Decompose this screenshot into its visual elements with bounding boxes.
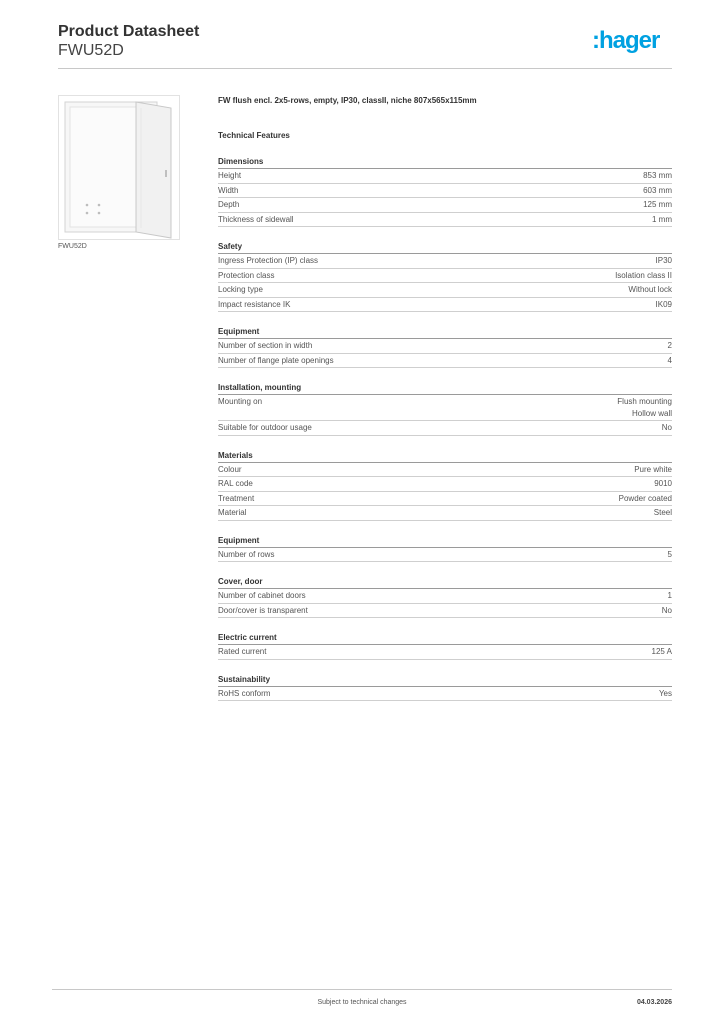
feature-row (218, 269, 672, 284)
section-title: Cover, door (218, 576, 672, 589)
feature-label: Suitable for outdoor usage (218, 423, 312, 432)
feature-row (218, 254, 672, 269)
feature-value (643, 185, 672, 197)
feature-label: RAL code (218, 479, 253, 488)
feature-value-line: 853 mm (643, 171, 672, 180)
section-title: Equipment (218, 326, 672, 339)
feature-row (218, 604, 672, 619)
feature-value-line: 4 (667, 355, 672, 365)
feature-section (218, 241, 672, 312)
feature-row (218, 687, 672, 702)
feature-row (218, 477, 672, 492)
technical-features-title: Technical Features (218, 131, 290, 140)
feature-value (617, 396, 672, 419)
feature-label: Locking type (218, 285, 263, 294)
feature-value-line: IK09 (655, 299, 672, 309)
feature-row (218, 421, 672, 436)
feature-row (218, 463, 672, 478)
section-title: Dimensions (218, 156, 672, 169)
feature-row (218, 339, 672, 354)
feature-section (218, 535, 672, 563)
feature-value-line: Without lock (628, 285, 672, 294)
feature-section (218, 326, 672, 368)
feature-value (615, 270, 672, 282)
feature-label: Number of rows (218, 549, 275, 559)
feature-value (668, 355, 672, 367)
feature-row (218, 354, 672, 369)
feature-value-line: Powder coated (618, 493, 672, 503)
footer-date: 04.03.2026 (636, 999, 672, 1006)
feature-value (662, 422, 672, 434)
feature-label: Height (218, 171, 242, 180)
document-title: Product Datasheet (58, 23, 200, 40)
feature-label: Width (218, 185, 239, 195)
feature-value-line: 5 (667, 549, 672, 559)
feature-section (218, 382, 672, 436)
feature-label: Number of section in width (218, 341, 313, 350)
feature-label: Impact resistance IK (218, 299, 291, 309)
feature-row (218, 645, 672, 660)
header-divider (58, 68, 672, 69)
feature-row (218, 548, 672, 563)
feature-value (634, 464, 672, 476)
feature-value-line: Yes (658, 688, 672, 698)
feature-row (218, 198, 672, 213)
feature-value (656, 255, 672, 267)
feature-section (218, 576, 672, 618)
feature-sections (218, 156, 672, 701)
feature-value (654, 478, 672, 490)
feature-label: Number of cabinet doors (218, 591, 306, 600)
feature-row (218, 184, 672, 199)
feature-label: Treatment (218, 493, 255, 503)
feature-row (218, 395, 672, 421)
hager-logo (592, 28, 674, 56)
feature-value-line: 2 (667, 341, 672, 350)
feature-value (668, 549, 672, 561)
section-title: Materials (218, 450, 672, 463)
feature-value-line: 1 (667, 591, 672, 600)
feature-row (218, 283, 672, 298)
feature-value-line: Isolation class II (615, 270, 672, 280)
feature-value (668, 340, 672, 352)
feature-value (668, 590, 672, 602)
section-title: Electric current (218, 632, 672, 645)
feature-value-line: 1 mm (652, 214, 672, 224)
footer-divider (52, 989, 672, 990)
feature-value (654, 507, 672, 519)
product-description: FW flush encl. 2x5-rows, empty, IP30, classII, niche 807x565x115mm (218, 96, 477, 105)
feature-value-line: 125 mm (643, 200, 672, 209)
feature-value (652, 214, 672, 226)
datasheet-content (218, 95, 672, 701)
feature-row (218, 298, 672, 313)
feature-label: Material (218, 508, 247, 517)
feature-value (619, 493, 672, 505)
product-code: FWU52D (58, 42, 124, 59)
feature-value (628, 284, 672, 296)
feature-value-line: Flush mounting (617, 397, 672, 406)
feature-value (659, 688, 672, 700)
feature-label: Thickness of sidewall (218, 214, 294, 224)
feature-label: Depth (218, 200, 240, 209)
image-caption: FWU52D (58, 243, 87, 250)
section-title: Safety (218, 241, 672, 254)
feature-value (662, 605, 672, 617)
feature-label: Rated current (218, 647, 267, 656)
feature-section (218, 632, 672, 660)
feature-value (643, 170, 672, 182)
feature-row (218, 213, 672, 228)
feature-row (218, 492, 672, 507)
feature-label: RoHS conform (218, 688, 271, 698)
feature-value-line: 9010 (654, 479, 672, 488)
enclosure-photo (58, 95, 180, 240)
feature-label: Door/cover is transparent (218, 605, 308, 615)
feature-label: Ingress Protection (IP) class (218, 256, 319, 265)
section-title: Installation, mounting (218, 382, 672, 395)
feature-label: Colour (218, 464, 242, 474)
feature-value-line: No (661, 605, 672, 615)
feature-value (652, 646, 672, 658)
feature-section (218, 674, 672, 702)
feature-value (643, 199, 672, 211)
feature-label: Mounting on (218, 397, 263, 406)
feature-label: Number of flange plate openings (218, 355, 334, 365)
feature-value-line: Steel (653, 508, 672, 517)
feature-value-line: Hollow wall (631, 408, 672, 418)
feature-value-line: 125 A (651, 647, 672, 656)
feature-row (218, 589, 672, 604)
feature-value-line: No (661, 423, 672, 432)
feature-row (218, 506, 672, 521)
feature-label: Protection class (218, 270, 275, 280)
feature-value-line: 603 mm (643, 185, 672, 195)
section-title: Sustainability (218, 674, 672, 687)
feature-section (218, 156, 672, 227)
feature-row (218, 169, 672, 184)
feature-section (218, 450, 672, 521)
feature-value (656, 299, 672, 311)
section-title: Equipment (218, 535, 672, 548)
feature-value-line: Pure white (634, 464, 672, 474)
document-header (58, 22, 199, 60)
svg-text::hager: :hager (592, 28, 660, 54)
footer-note: Subject to technical changes (317, 999, 407, 1006)
feature-value-line: IP30 (655, 256, 672, 265)
